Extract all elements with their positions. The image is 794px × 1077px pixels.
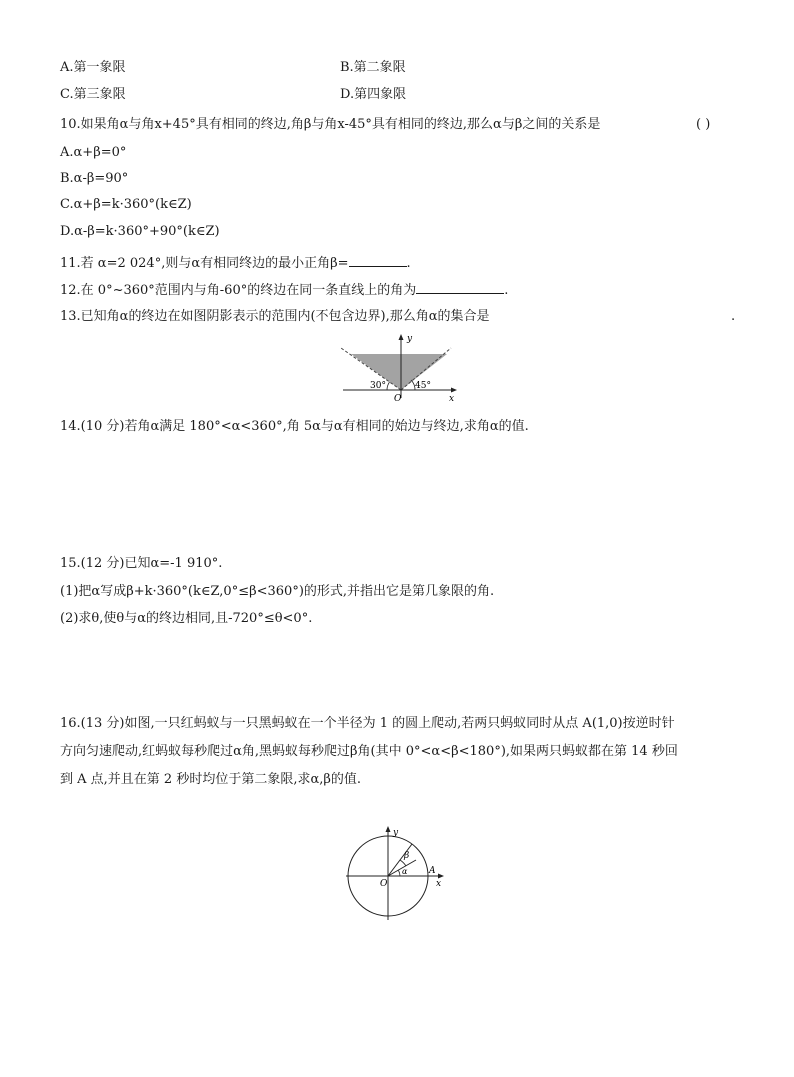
q11-period: . bbox=[406, 256, 411, 271]
origin-label: O bbox=[380, 879, 388, 889]
q16-line-2: 方向匀速爬动,红蚂蚁每秒爬过α角,黑蚂蚁每秒爬过β角(其中 0°<α<β<180°),如果两只蚂蚁都在第 14 秒回 bbox=[60, 744, 678, 759]
q10-option-c: C.α+β=k·360°(k∈Z) bbox=[60, 197, 192, 212]
x-axis-arrow-icon bbox=[438, 874, 444, 879]
q13-text: 13.已知角α的终边在如图阴影表示的范围内(不包含边界),那么角α的集合是 bbox=[60, 309, 490, 324]
q15-part-2: (2)求θ,使θ与α的终边相同,且-720°≤θ<0°. bbox=[60, 611, 313, 626]
q9-option-a: A.第一象限 bbox=[60, 60, 126, 75]
figure-16-unit-circle bbox=[342, 822, 446, 922]
origin-label: O bbox=[394, 394, 402, 404]
angle-arc-alpha bbox=[399, 871, 401, 877]
q10-stem: 10.如果角α与角x+45°具有相同的终边,角β与角x-45°具有相同的终边,那么α与β之间的关系是 bbox=[60, 117, 601, 132]
angle-label-45: 45° bbox=[415, 381, 431, 391]
q16-line-1: 16.(13 分)如图,一只红蚂蚁与一只黑蚂蚁在一个半径为 1 的圆上爬动,若两只蚂蚁同时从点 A(1,0)按逆时针 bbox=[60, 716, 675, 731]
shaded-region bbox=[351, 354, 447, 390]
q14-text: 14.(10 分)若角α满足 180°<α<360°,角 5α与α有相同的始边与终边,求角α的值. bbox=[60, 419, 529, 434]
q11-line bbox=[60, 254, 411, 272]
q15-stem: 15.(12 分)已知α=-1 910°. bbox=[60, 556, 223, 571]
x-axis-arrow-icon bbox=[451, 388, 457, 393]
angle-label-30: 30° bbox=[370, 381, 386, 391]
q12-period: . bbox=[504, 283, 509, 298]
q12-line bbox=[60, 281, 508, 299]
q9-option-b: B.第二象限 bbox=[340, 60, 406, 75]
angle-arc-left bbox=[387, 382, 390, 390]
y-axis-label: y bbox=[407, 334, 413, 344]
point-a-label: A bbox=[429, 866, 436, 876]
beta-label: β bbox=[404, 851, 410, 861]
q9-option-d: D.第四象限 bbox=[340, 87, 407, 102]
q10-option-b: B.α-β=90° bbox=[60, 171, 129, 186]
x-axis-label: x bbox=[436, 879, 442, 889]
alpha-label: α bbox=[402, 867, 408, 876]
q12-answer-blank[interactable] bbox=[416, 281, 504, 294]
q10-option-d: D.α-β=k·360°+90°(k∈Z) bbox=[60, 224, 220, 239]
q12-text: 12.在 0°~360°范围内与角-60°的终边在同一条直线上的角为 bbox=[60, 283, 417, 298]
q10-answer-paren: ( ) bbox=[696, 117, 711, 132]
q11-answer-blank[interactable] bbox=[349, 254, 407, 267]
q9-option-c: C.第三象限 bbox=[60, 87, 126, 102]
q13-period: . bbox=[731, 309, 736, 324]
y-axis-arrow-icon bbox=[399, 334, 404, 340]
q15-part-1: (1)把α写成β+k·360°(k∈Z,0°≤β<360°)的形式,并指出它是第几象限的角. bbox=[60, 584, 495, 599]
y-axis-label: y bbox=[393, 828, 399, 838]
q11-text: 11.若 α=2 024°,则与α有相同终边的最小正角β= bbox=[60, 256, 349, 271]
x-axis-label: x bbox=[449, 394, 455, 404]
figure-13-shaded-region bbox=[335, 332, 465, 404]
q16-line-3: 到 A 点,并且在第 2 秒时均位于第二象限,求α,β的值. bbox=[60, 772, 362, 787]
y-axis-arrow-icon bbox=[386, 826, 391, 832]
q10-option-a: A.α+β=0° bbox=[60, 145, 127, 160]
